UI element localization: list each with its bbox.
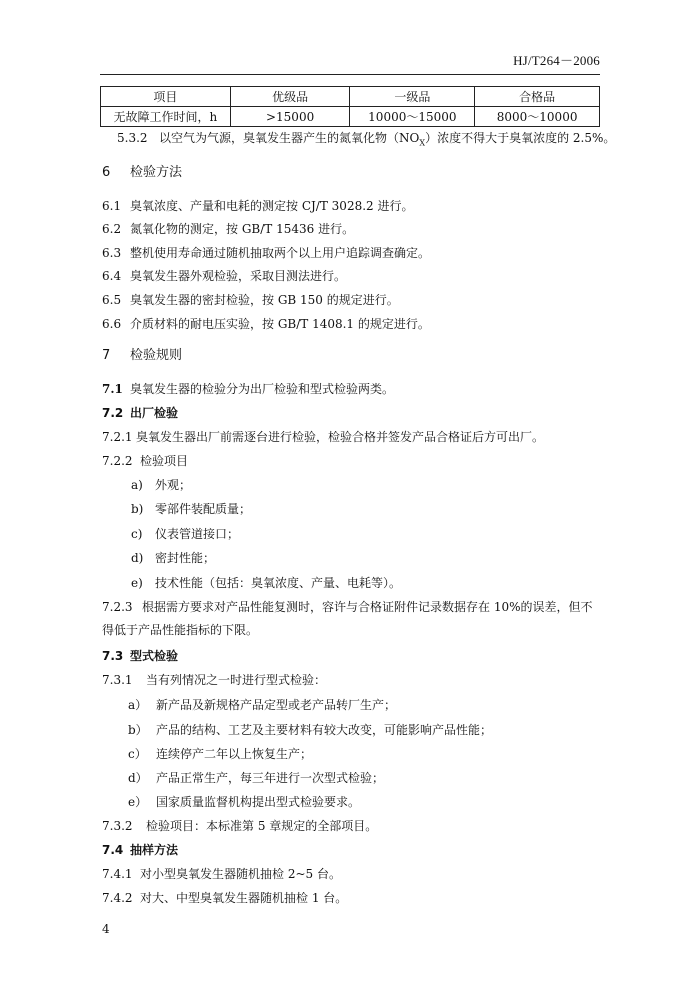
clause-6-3 [102, 245, 430, 261]
clause-number: 7.3.2 [102, 819, 133, 833]
list-label: d） [128, 771, 148, 785]
clause-number: 7.2.1 [102, 430, 133, 444]
clause-6-6 [102, 316, 430, 332]
list-item [131, 575, 401, 591]
clause-5-3-2 [117, 130, 615, 151]
list-label: e） [128, 795, 148, 809]
list-label: e) [131, 576, 143, 590]
clause-7-1 [102, 381, 394, 397]
clause-text: 以空气为气源，臭氧发生器产生的氮氧化物（NO [159, 131, 420, 145]
list-label: c) [131, 527, 143, 541]
list-item [128, 794, 360, 810]
clause-number: 5.3.2 [117, 131, 148, 145]
clause-number: 6.5 [102, 293, 122, 307]
table-cell: >15000 [230, 107, 350, 127]
clause-text: 臭氧发生器的密封检验，按 GB 150 的规定进行。 [130, 293, 399, 307]
list-item [128, 770, 384, 786]
clause-title: 型式检验 [130, 649, 179, 663]
section-7-heading [102, 348, 182, 364]
list-text: 零部件装配质量； [155, 502, 252, 516]
section-title: 检验方法 [130, 165, 183, 180]
clause-7-3-2 [102, 818, 377, 834]
clause-number: 7.4.2 [102, 891, 133, 905]
table-row [101, 107, 600, 127]
list-item [131, 526, 239, 542]
table-header-cell: 合格品 [475, 87, 600, 107]
clause-7-4-heading [102, 842, 178, 858]
clause-text: 对大、中型臭氧发生器随机抽检 1 台。 [140, 891, 348, 905]
clause-text: 臭氧发生器外观检验，采取目测法进行。 [130, 269, 347, 283]
clause-7-2-heading [102, 405, 178, 421]
header-rule [100, 74, 600, 75]
clause-text: 臭氧发生器出厂前需逐台进行检验，检验合格并签发产品合格证后方可出厂。 [136, 430, 545, 444]
clause-6-4 [102, 268, 346, 284]
clause-text-end: ）浓度不得大于臭氧浓度的 2.5%。 [425, 131, 616, 145]
list-text: 外观； [155, 478, 192, 492]
list-item [131, 477, 191, 493]
clause-number: 6.3 [102, 246, 122, 260]
table-cell: 无故障工作时间，h [101, 107, 231, 127]
clause-7-2-3 [102, 599, 593, 615]
clause-6-5 [102, 292, 399, 308]
clause-title: 出厂检验 [130, 406, 179, 420]
table-cell: 8000～10000 [475, 107, 600, 127]
list-text: 密封性能； [155, 551, 216, 565]
list-text: 新产品及新规格产品定型或老产品转厂生产； [156, 698, 397, 712]
clause-number: 7.2.2 [102, 454, 133, 468]
clause-subscript: X [419, 138, 426, 148]
clause-number: 7.3.1 [102, 673, 133, 687]
list-label: b) [131, 502, 144, 516]
clause-7-4-1 [102, 866, 341, 882]
clause-number: 7.4.1 [102, 867, 133, 881]
section-number: 7 [102, 348, 111, 363]
clause-text: 检验项目：本标准第 5 章规定的全部项目。 [146, 819, 378, 833]
list-label: c） [128, 747, 147, 761]
clause-text: 根据需方要求对产品性能复测时，容许与合格证附件记录数据存在 10%的误差，但不 [142, 600, 593, 614]
section-title: 检验规则 [130, 348, 183, 363]
list-label: b） [128, 723, 148, 737]
clause-6-2 [102, 221, 354, 237]
mtbf-table [100, 86, 600, 127]
clause-text: 得低于产品性能指标的下限。 [102, 623, 259, 637]
list-text: 连续停产二年以上恢复生产； [156, 747, 313, 761]
clause-number: 6.6 [102, 317, 122, 331]
list-item [128, 697, 396, 713]
table-header-cell: 项目 [101, 87, 231, 107]
page-number: 4 [102, 922, 110, 936]
clause-text: 氮氧化物的测定，按 GB/T 15436 进行。 [130, 222, 355, 236]
clause-text: 臭氧发生器的检验分为出厂检验和型式检验两类。 [130, 382, 395, 396]
clause-number: 7.3 [102, 649, 124, 663]
section-6-heading [102, 165, 182, 181]
clause-7-4-2 [102, 890, 347, 906]
clause-text: 整机使用寿命通过随机抽取两个以上用户追踪调查确定。 [130, 246, 431, 260]
clause-number: 7.2 [102, 406, 124, 420]
clause-number: 6.2 [102, 222, 122, 236]
list-label: a） [128, 698, 148, 712]
list-text: 产品的结构、工艺及主要材料有较大改变，可能影响产品性能； [156, 723, 493, 737]
table-header-row [101, 87, 600, 107]
list-text: 技术性能（包括：臭氧浓度、产量、电耗等）。 [155, 576, 402, 590]
clause-text: 检验项目 [140, 454, 189, 468]
clause-text: 对小型臭氧发生器随机抽检 2~5 台。 [140, 867, 341, 881]
list-item [131, 550, 215, 566]
section-number: 6 [102, 165, 111, 180]
clause-7-2-1 [102, 429, 544, 445]
list-item [131, 501, 251, 517]
clause-7-2-3-cont [102, 622, 258, 638]
clause-number: 7.2.3 [102, 600, 133, 614]
list-text: 国家质量监督机构提出型式检验要求。 [156, 795, 361, 809]
table-header-cell: 优级品 [230, 87, 350, 107]
clause-text: 当有列情况之一时进行型式检验： [146, 673, 327, 687]
clause-number: 6.4 [102, 269, 122, 283]
clause-text: 臭氧浓度、产量和电耗的测定按 CJ/T 3028.2 进行。 [130, 199, 414, 213]
clause-7-3-1 [102, 672, 326, 688]
clause-title: 抽样方法 [130, 843, 179, 857]
list-text: 仪表管道接口； [155, 527, 240, 541]
table-cell: 10000～15000 [350, 107, 475, 127]
list-item [128, 722, 492, 738]
clause-number: 6.1 [102, 199, 122, 213]
table-header-cell: 一级品 [350, 87, 475, 107]
clause-6-1 [102, 198, 413, 214]
list-label: a) [131, 478, 143, 492]
clause-7-2-2 [102, 453, 188, 469]
clause-number: 7.1 [102, 382, 123, 396]
clause-text: 介质材料的耐电压实验，按 GB/T 1408.1 的规定进行。 [130, 317, 430, 331]
list-text: 产品正常生产，每三年进行一次型式检验； [156, 771, 385, 785]
standard-number-header: HJ/T264－2006 [513, 53, 600, 68]
clause-7-3-heading [102, 648, 178, 664]
list-label: d) [131, 551, 144, 565]
clause-number: 7.4 [102, 843, 124, 857]
list-item [128, 746, 312, 762]
